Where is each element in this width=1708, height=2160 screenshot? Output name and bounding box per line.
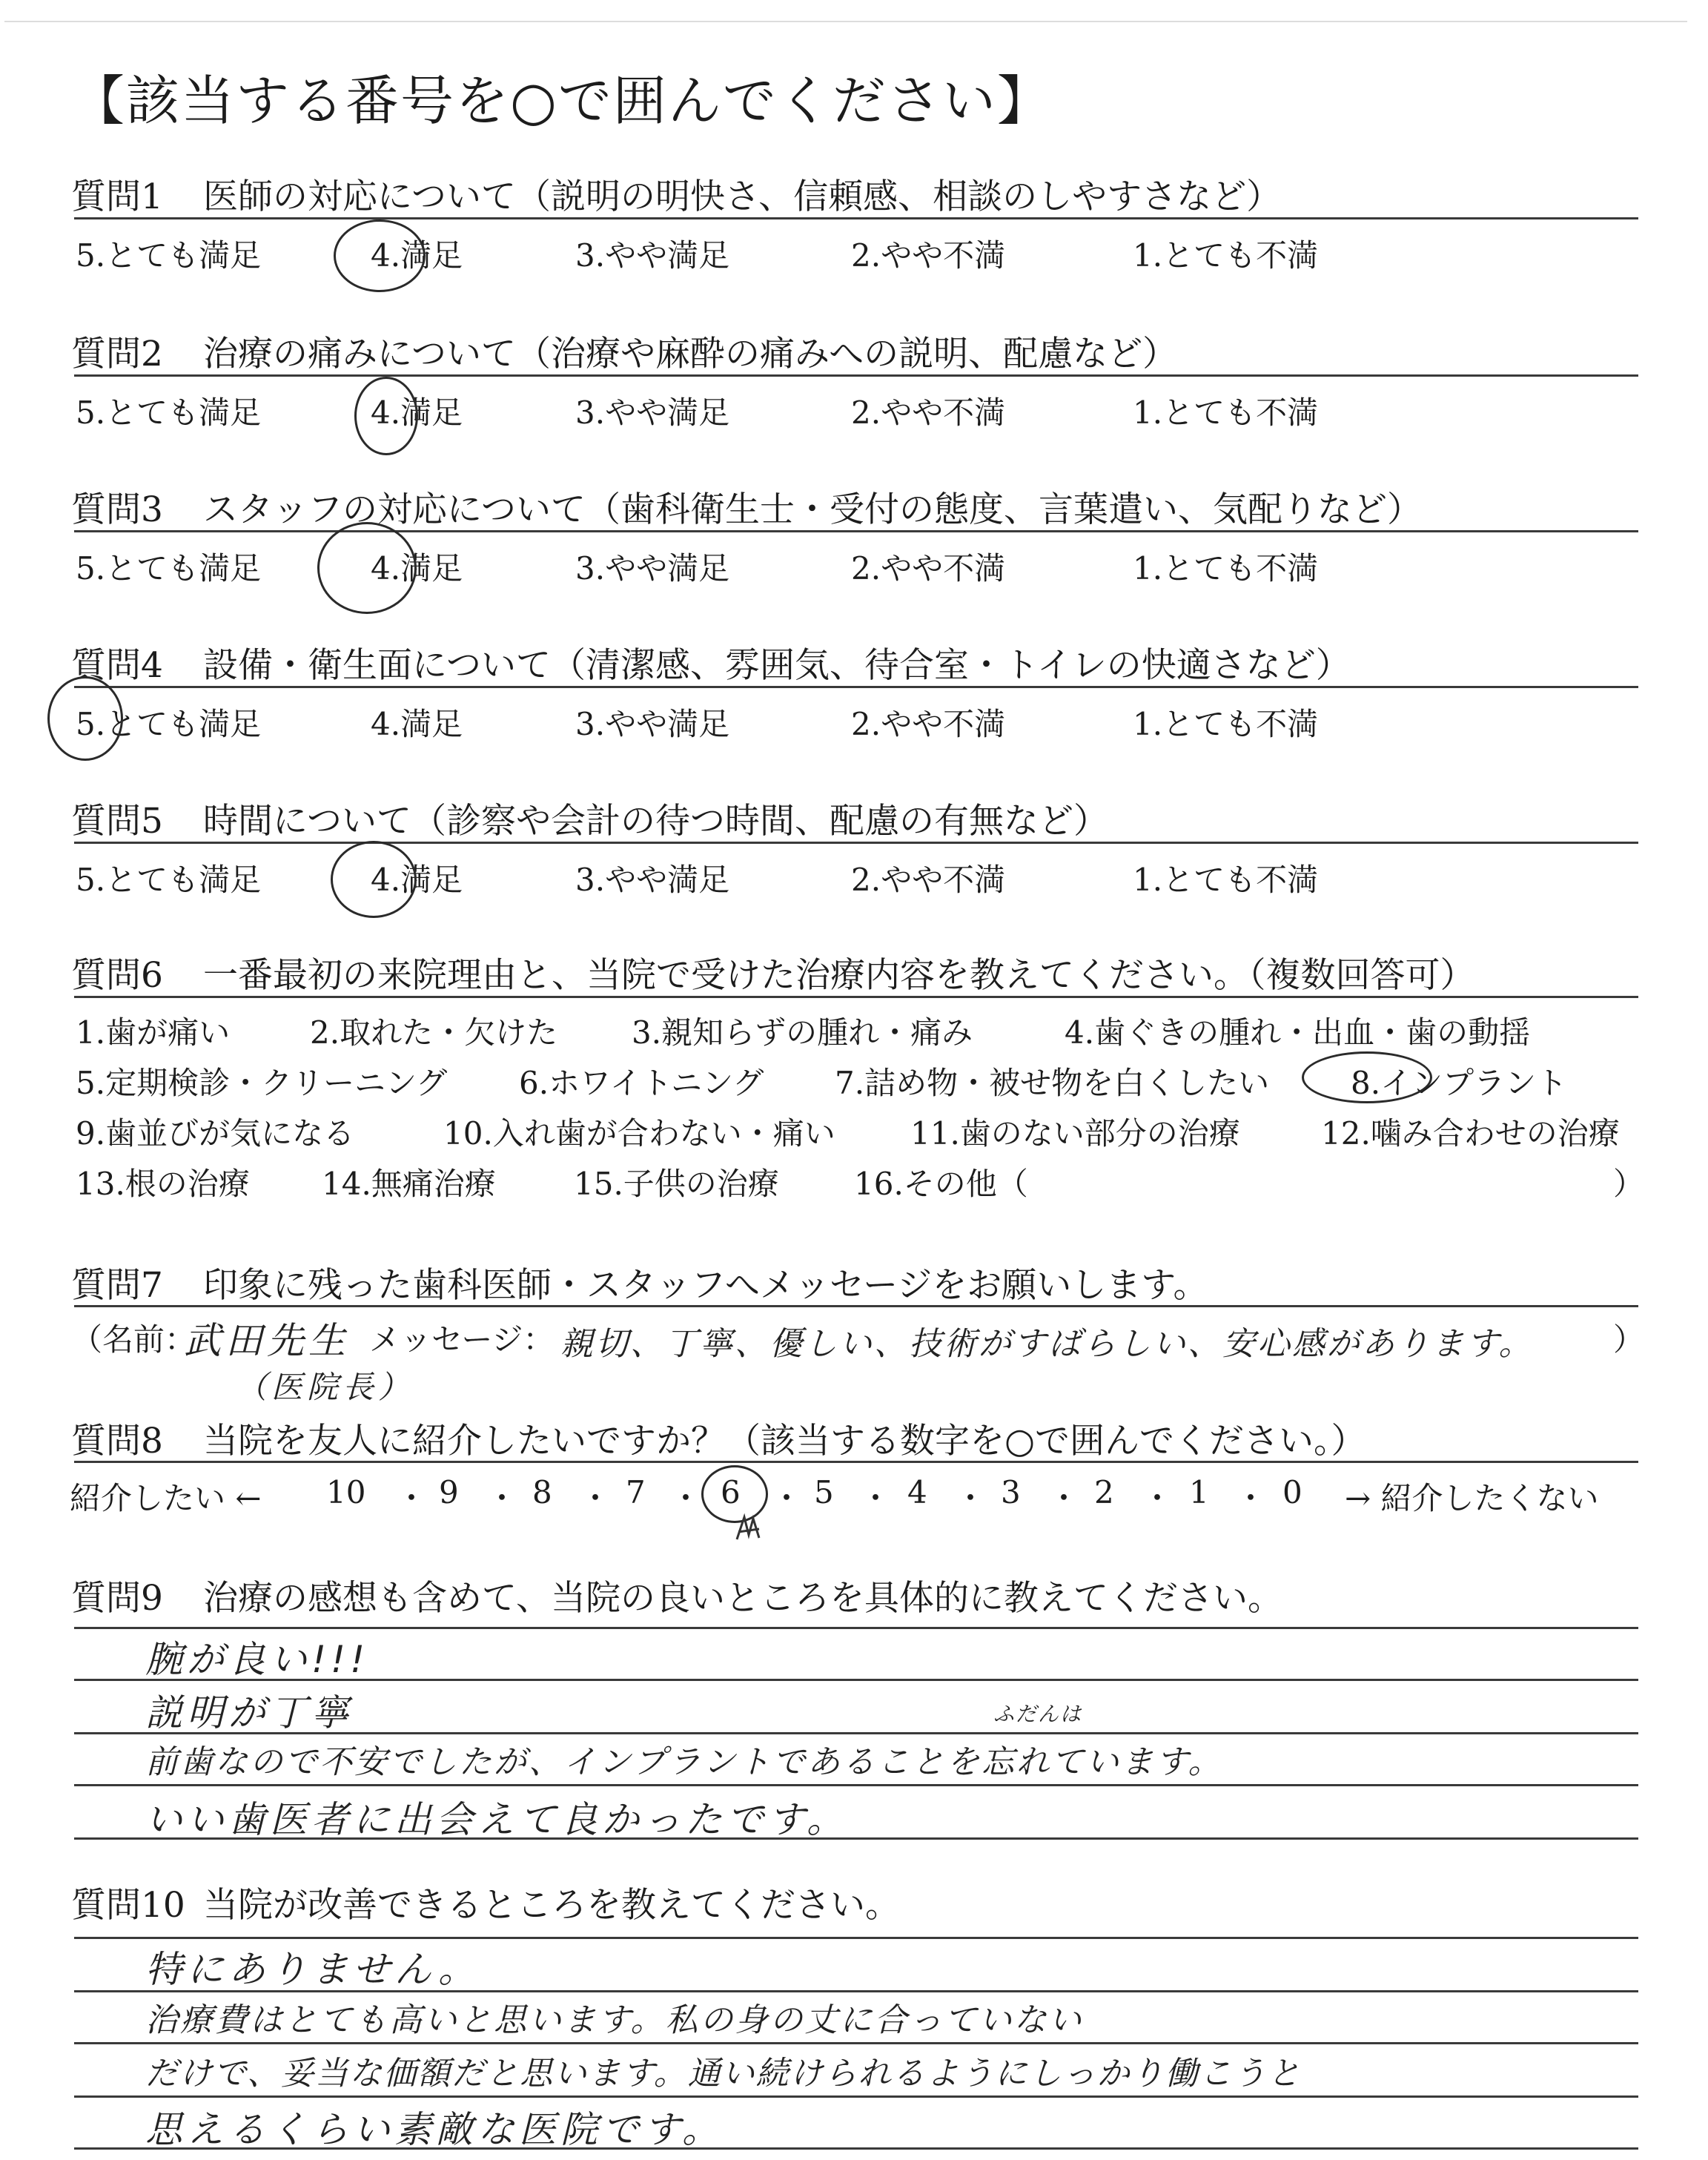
reason-12[interactable]: 12.噛み合わせの治療	[1321, 1115, 1620, 1152]
scale-dot: ・	[486, 1480, 518, 1516]
option-4[interactable]: 4.満足	[371, 862, 463, 898]
hand-drawn-circle-q1	[334, 219, 426, 292]
scale-dot: ・	[580, 1480, 612, 1516]
reason-4[interactable]: 4.歯ぐきの腫れ・出血・歯の動揺	[1065, 1014, 1531, 1051]
option-4[interactable]: 4.満足	[371, 237, 463, 274]
scale-dot: ・	[396, 1480, 428, 1516]
scale-value-9[interactable]: 9	[439, 1474, 459, 1510]
option-1[interactable]: 1.とても不満	[1133, 550, 1319, 587]
question-8-header	[71, 1413, 1366, 1463]
question-number: 質問10	[71, 1885, 185, 1926]
scale-value-10[interactable]: 10	[326, 1474, 366, 1510]
option-5[interactable]: 5.とても満足	[76, 394, 262, 431]
option-2[interactable]: 2.やや不満	[851, 237, 1006, 274]
scale-value-6[interactable]: 6	[721, 1474, 741, 1510]
option-3[interactable]: 3.やや満足	[575, 550, 730, 587]
reason-8[interactable]: 8.インプラント	[1351, 1065, 1568, 1101]
answer-10-line-3[interactable]: だけで、妥当な価額だと思います。通い続けられるようにしっかり働こうと	[145, 2055, 1302, 2093]
divider-line	[74, 374, 1638, 377]
reason-13[interactable]: 13.根の治療	[76, 1166, 250, 1202]
scale-value-3[interactable]: 3	[1001, 1474, 1021, 1510]
scale-value-7[interactable]: 7	[626, 1474, 646, 1510]
reason-2[interactable]: 2.取れた・欠けた	[310, 1014, 558, 1051]
question-1-header	[71, 169, 1281, 219]
answer-line	[74, 1784, 1638, 1786]
option-5[interactable]: 5.とても満足	[76, 237, 262, 274]
option-1[interactable]: 1.とても不満	[1133, 394, 1319, 431]
staff-title-handwritten: （医院長）	[236, 1369, 414, 1405]
question-number: 質問4	[71, 645, 163, 686]
question-number: 質問7	[71, 1265, 163, 1306]
scale-value-0[interactable]: 0	[1282, 1474, 1302, 1510]
message-label: メッセージ：	[369, 1321, 555, 1358]
option-4[interactable]: 4.満足	[371, 706, 463, 742]
question-text: 治療の痛みについて（治療や麻酔の痛みへの説明、配慮など）	[203, 334, 1178, 374]
question-6-header	[71, 948, 1475, 997]
scan-top-edge	[4, 21, 1687, 22]
question-4-header	[71, 638, 1351, 687]
option-2[interactable]: 2.やや不満	[851, 550, 1006, 587]
question-number: 質問5	[71, 801, 163, 842]
staff-name-handwritten[interactable]: 武田先生	[184, 1319, 350, 1362]
divider-line	[74, 686, 1638, 688]
hand-drawn-circle-q4	[47, 676, 123, 761]
question-number: 質問6	[71, 955, 163, 996]
hand-drawn-circle-q5	[331, 841, 417, 918]
answer-10-line-4[interactable]: 思えるくらい素敵な医院です。	[145, 2108, 724, 2151]
divider-line	[74, 842, 1638, 844]
reason-6[interactable]: 6.ホワイトニング	[519, 1065, 764, 1101]
option-2[interactable]: 2.やや不満	[851, 706, 1006, 742]
question-number: 質問1	[71, 176, 163, 217]
message-close-paren: ）	[1613, 1321, 1645, 1358]
scale-dot: ・	[1142, 1480, 1174, 1516]
option-4[interactable]: 4.満足	[371, 394, 463, 431]
hand-drawn-circle-q3	[317, 522, 417, 614]
question-text: スタッフの対応について（歯科衛生士・受付の態度、言葉遣い、気配りなど）	[203, 489, 1423, 530]
scale-dot: ・	[955, 1480, 987, 1516]
divider-line	[74, 1305, 1638, 1307]
reason-16-close-paren: ）	[1613, 1166, 1645, 1202]
reason-14[interactable]: 14.無痛治療	[322, 1166, 496, 1202]
page-title: 【該当する番号を○で囲んでください】	[71, 70, 1052, 132]
reason-10[interactable]: 10.入れ歯が合わない・痛い	[443, 1115, 835, 1152]
question-number: 質問3	[71, 489, 163, 530]
message-handwritten[interactable]: 親切、丁寧、優しい、技術がすばらしい、安心感があります。	[560, 1325, 1534, 1363]
option-3[interactable]: 3.やや満足	[575, 237, 730, 274]
reason-5[interactable]: 5.定期検診・クリーニング	[76, 1065, 448, 1101]
answer-9-line-1[interactable]: 腕が良い!!!	[145, 1638, 370, 1681]
reason-11[interactable]: 11.歯のない部分の治療	[910, 1115, 1240, 1152]
question-2-header	[71, 326, 1177, 376]
option-3[interactable]: 3.やや満足	[575, 394, 730, 431]
question-9-header	[71, 1571, 1282, 1620]
reason-3[interactable]: 3.親知らずの腫れ・痛み	[632, 1014, 973, 1051]
question-10-header	[71, 1877, 900, 1927]
scale-dot: ・	[771, 1480, 803, 1516]
answer-line	[74, 2095, 1638, 2098]
answer-9-line-4[interactable]: いい歯医者に出会えて良かったです。	[145, 1798, 848, 1841]
reason-16[interactable]: 16.その他（	[854, 1166, 1028, 1202]
answer-line	[74, 1937, 1638, 1939]
question-7-header	[71, 1258, 1208, 1307]
reason-15[interactable]: 15.子供の治療	[574, 1166, 779, 1202]
question-5-header	[71, 793, 1108, 843]
scale-dot: ・	[860, 1480, 892, 1516]
question-number: 質問2	[71, 334, 163, 374]
answer-10-line-1[interactable]: 特にありません。	[145, 1948, 480, 1991]
question-text: 一番最初の来院理由と、当院で受けた治療内容を教えてください。（複数回答可）	[203, 955, 1475, 996]
reason-1[interactable]: 1.歯が痛い	[76, 1014, 231, 1051]
reason-7[interactable]: 7.詰め物・被せ物を白くしたい	[835, 1065, 1270, 1101]
question-text: 時間について（診察や会計の待つ時間、配慮の有無など）	[203, 801, 1109, 842]
option-5[interactable]: 5.とても満足	[76, 862, 262, 898]
answer-9-note: ふだんは	[993, 1702, 1083, 1726]
scale-dot: ・	[1235, 1480, 1267, 1516]
scale-value-4[interactable]: 4	[907, 1474, 927, 1510]
scribble-mark	[734, 1513, 764, 1542]
option-3[interactable]: 3.やや満足	[575, 706, 730, 742]
option-1[interactable]: 1.とても不満	[1133, 237, 1319, 274]
name-label: （名前：	[71, 1321, 196, 1358]
question-text: 当院を友人に紹介したいですか？（該当する数字を○で囲んでください。）	[203, 1421, 1366, 1462]
scale-dot: ・	[670, 1480, 702, 1516]
option-2[interactable]: 2.やや不満	[851, 862, 1006, 898]
option-4[interactable]: 4.満足	[371, 550, 463, 587]
hand-drawn-circle-q6	[1302, 1051, 1432, 1103]
option-2[interactable]: 2.やや不満	[851, 394, 1006, 431]
option-5[interactable]: 5.とても満足	[76, 550, 262, 587]
option-5[interactable]: 5.とても満足	[76, 706, 262, 742]
question-text: 設備・衛生面について（清潔感、雰囲気、待合室・トイレの快適さなど）	[203, 645, 1351, 686]
option-1[interactable]: 1.とても不満	[1133, 862, 1319, 898]
option-1[interactable]: 1.とても不満	[1133, 706, 1319, 742]
option-3[interactable]: 3.やや満足	[575, 862, 730, 898]
answer-line	[74, 1627, 1638, 1629]
scale-dot: ・	[1048, 1480, 1080, 1516]
scale-value-1[interactable]: 1	[1189, 1474, 1209, 1510]
answer-9-line-2[interactable]: 説明が丁寧	[145, 1691, 353, 1734]
scale-value-2[interactable]: 2	[1094, 1474, 1114, 1510]
hand-drawn-circle-q2	[354, 377, 418, 455]
question-text: 当院が改善できるところを教えてください。	[203, 1885, 900, 1926]
scale-value-8[interactable]: 8	[532, 1474, 552, 1510]
divider-line	[74, 996, 1638, 998]
question-text: 医師の対応について（説明の明快さ、信頼感、相談のしやすさなど）	[203, 176, 1282, 217]
question-text: 印象に残った歯科医師・スタッフへメッセージをお願いします。	[203, 1265, 1208, 1306]
question-number: 質問9	[71, 1578, 163, 1619]
scale-value-5[interactable]: 5	[814, 1474, 834, 1510]
question-3-header	[71, 482, 1422, 532]
divider-line	[74, 530, 1638, 532]
question-text: 治療の感想も含めて、当院の良いところを具体的に教えてください。	[203, 1578, 1283, 1619]
answer-line	[74, 2042, 1638, 2044]
question-number: 質問8	[71, 1421, 163, 1462]
scale-right-label: → 紹介したくない	[1345, 1480, 1599, 1516]
answer-10-line-2[interactable]: 治療費はとても高いと思います。私の身の丈に合っていない	[145, 2001, 1084, 2039]
answer-9-line-3[interactable]: 前歯なので不安でしたが、インプラントであることを忘れています。	[145, 1743, 1223, 1781]
divider-line	[74, 217, 1638, 219]
reason-9[interactable]: 9.歯並びが気になる	[76, 1115, 355, 1152]
scale-left-label: 紹介したい ←	[70, 1480, 262, 1516]
divider-line	[74, 1461, 1638, 1463]
